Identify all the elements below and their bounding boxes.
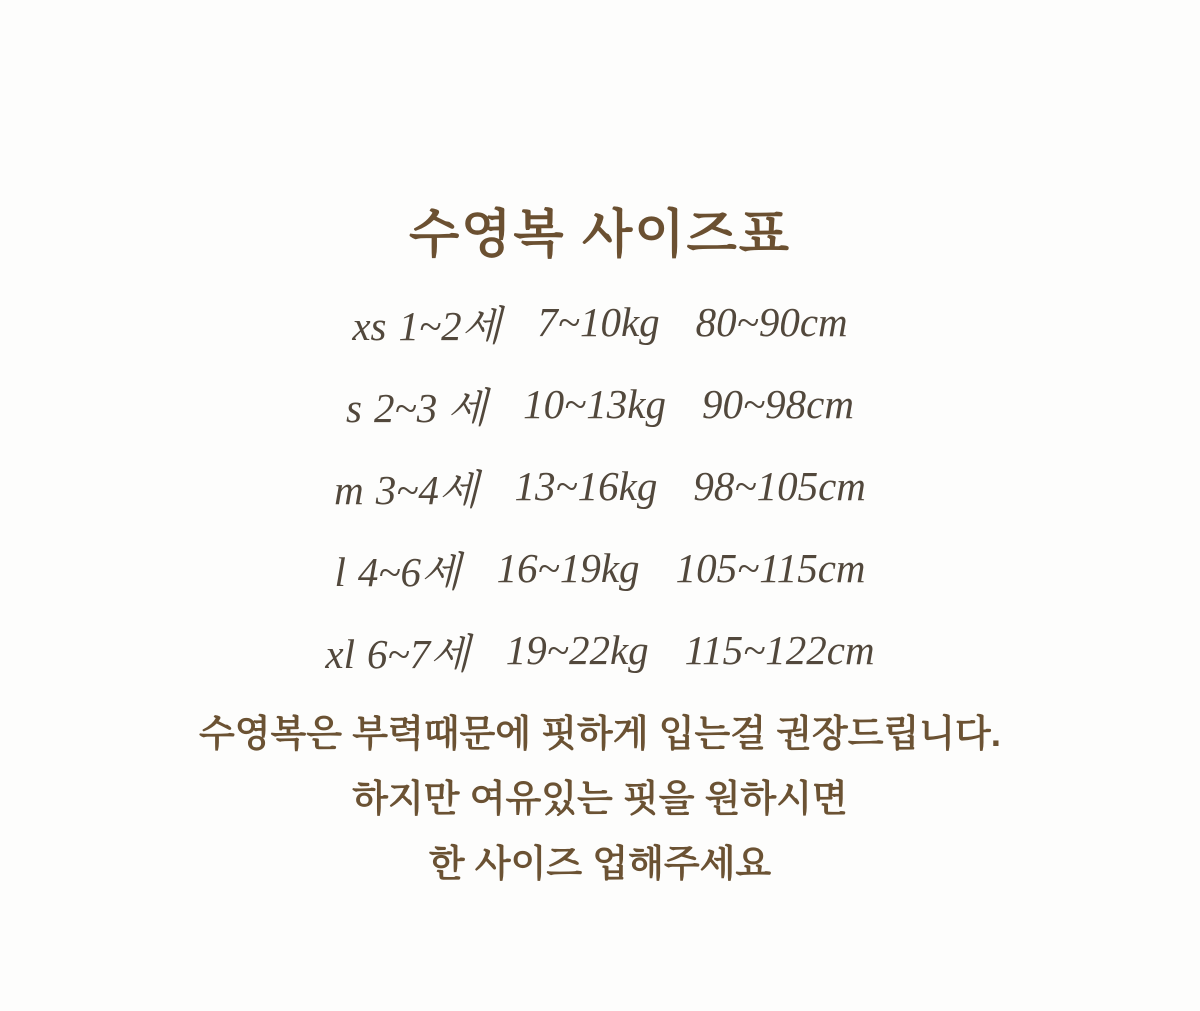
size-age-group — [325, 621, 469, 680]
fit-notes — [0, 701, 1200, 896]
size-age-group — [346, 375, 487, 434]
size-label: l — [334, 548, 346, 595]
size-label: xl — [325, 630, 355, 677]
age-range: 3~4세 — [375, 466, 479, 513]
height-range: 80~90cm — [695, 299, 848, 345]
size-chart-rows — [0, 281, 1200, 691]
height-range: 115~122cm — [684, 627, 875, 673]
size-row-s — [346, 363, 854, 445]
size-age-group — [334, 457, 478, 516]
size-age-group — [334, 539, 460, 598]
size-label: xs — [352, 302, 387, 349]
age-range: 2~3 세 — [374, 384, 488, 431]
size-row-xs — [352, 281, 847, 363]
weight-range: 10~13kg — [523, 381, 666, 427]
height-range: 90~98cm — [701, 381, 854, 427]
size-chart-title: 수영복 사이즈표 — [408, 206, 792, 264]
age-range: 1~2세 — [398, 302, 502, 349]
note-line-2: 하지만 여유있는 핏을 원하시면 — [352, 778, 848, 819]
age-range: 4~6세 — [357, 548, 461, 595]
age-range: 6~7세 — [366, 630, 470, 677]
weight-range: 13~16kg — [514, 463, 658, 509]
height-range: 98~105cm — [693, 463, 866, 509]
weight-range: 19~22kg — [505, 627, 649, 673]
size-label: m — [334, 466, 364, 513]
size-row-l — [334, 527, 865, 609]
weight-range: 7~10kg — [537, 299, 660, 345]
note-line-1: 수영복은 부력때문에 핏하게 입는걸 권장드립니다. — [199, 713, 1001, 754]
size-row-xl — [325, 609, 874, 691]
size-label: s — [346, 384, 363, 431]
size-age-group — [352, 293, 501, 352]
note-line-3: 한 사이즈 업해주세요 — [428, 843, 772, 884]
height-range: 105~115cm — [675, 545, 866, 591]
weight-range: 16~19kg — [496, 545, 640, 591]
size-row-m — [334, 445, 866, 527]
